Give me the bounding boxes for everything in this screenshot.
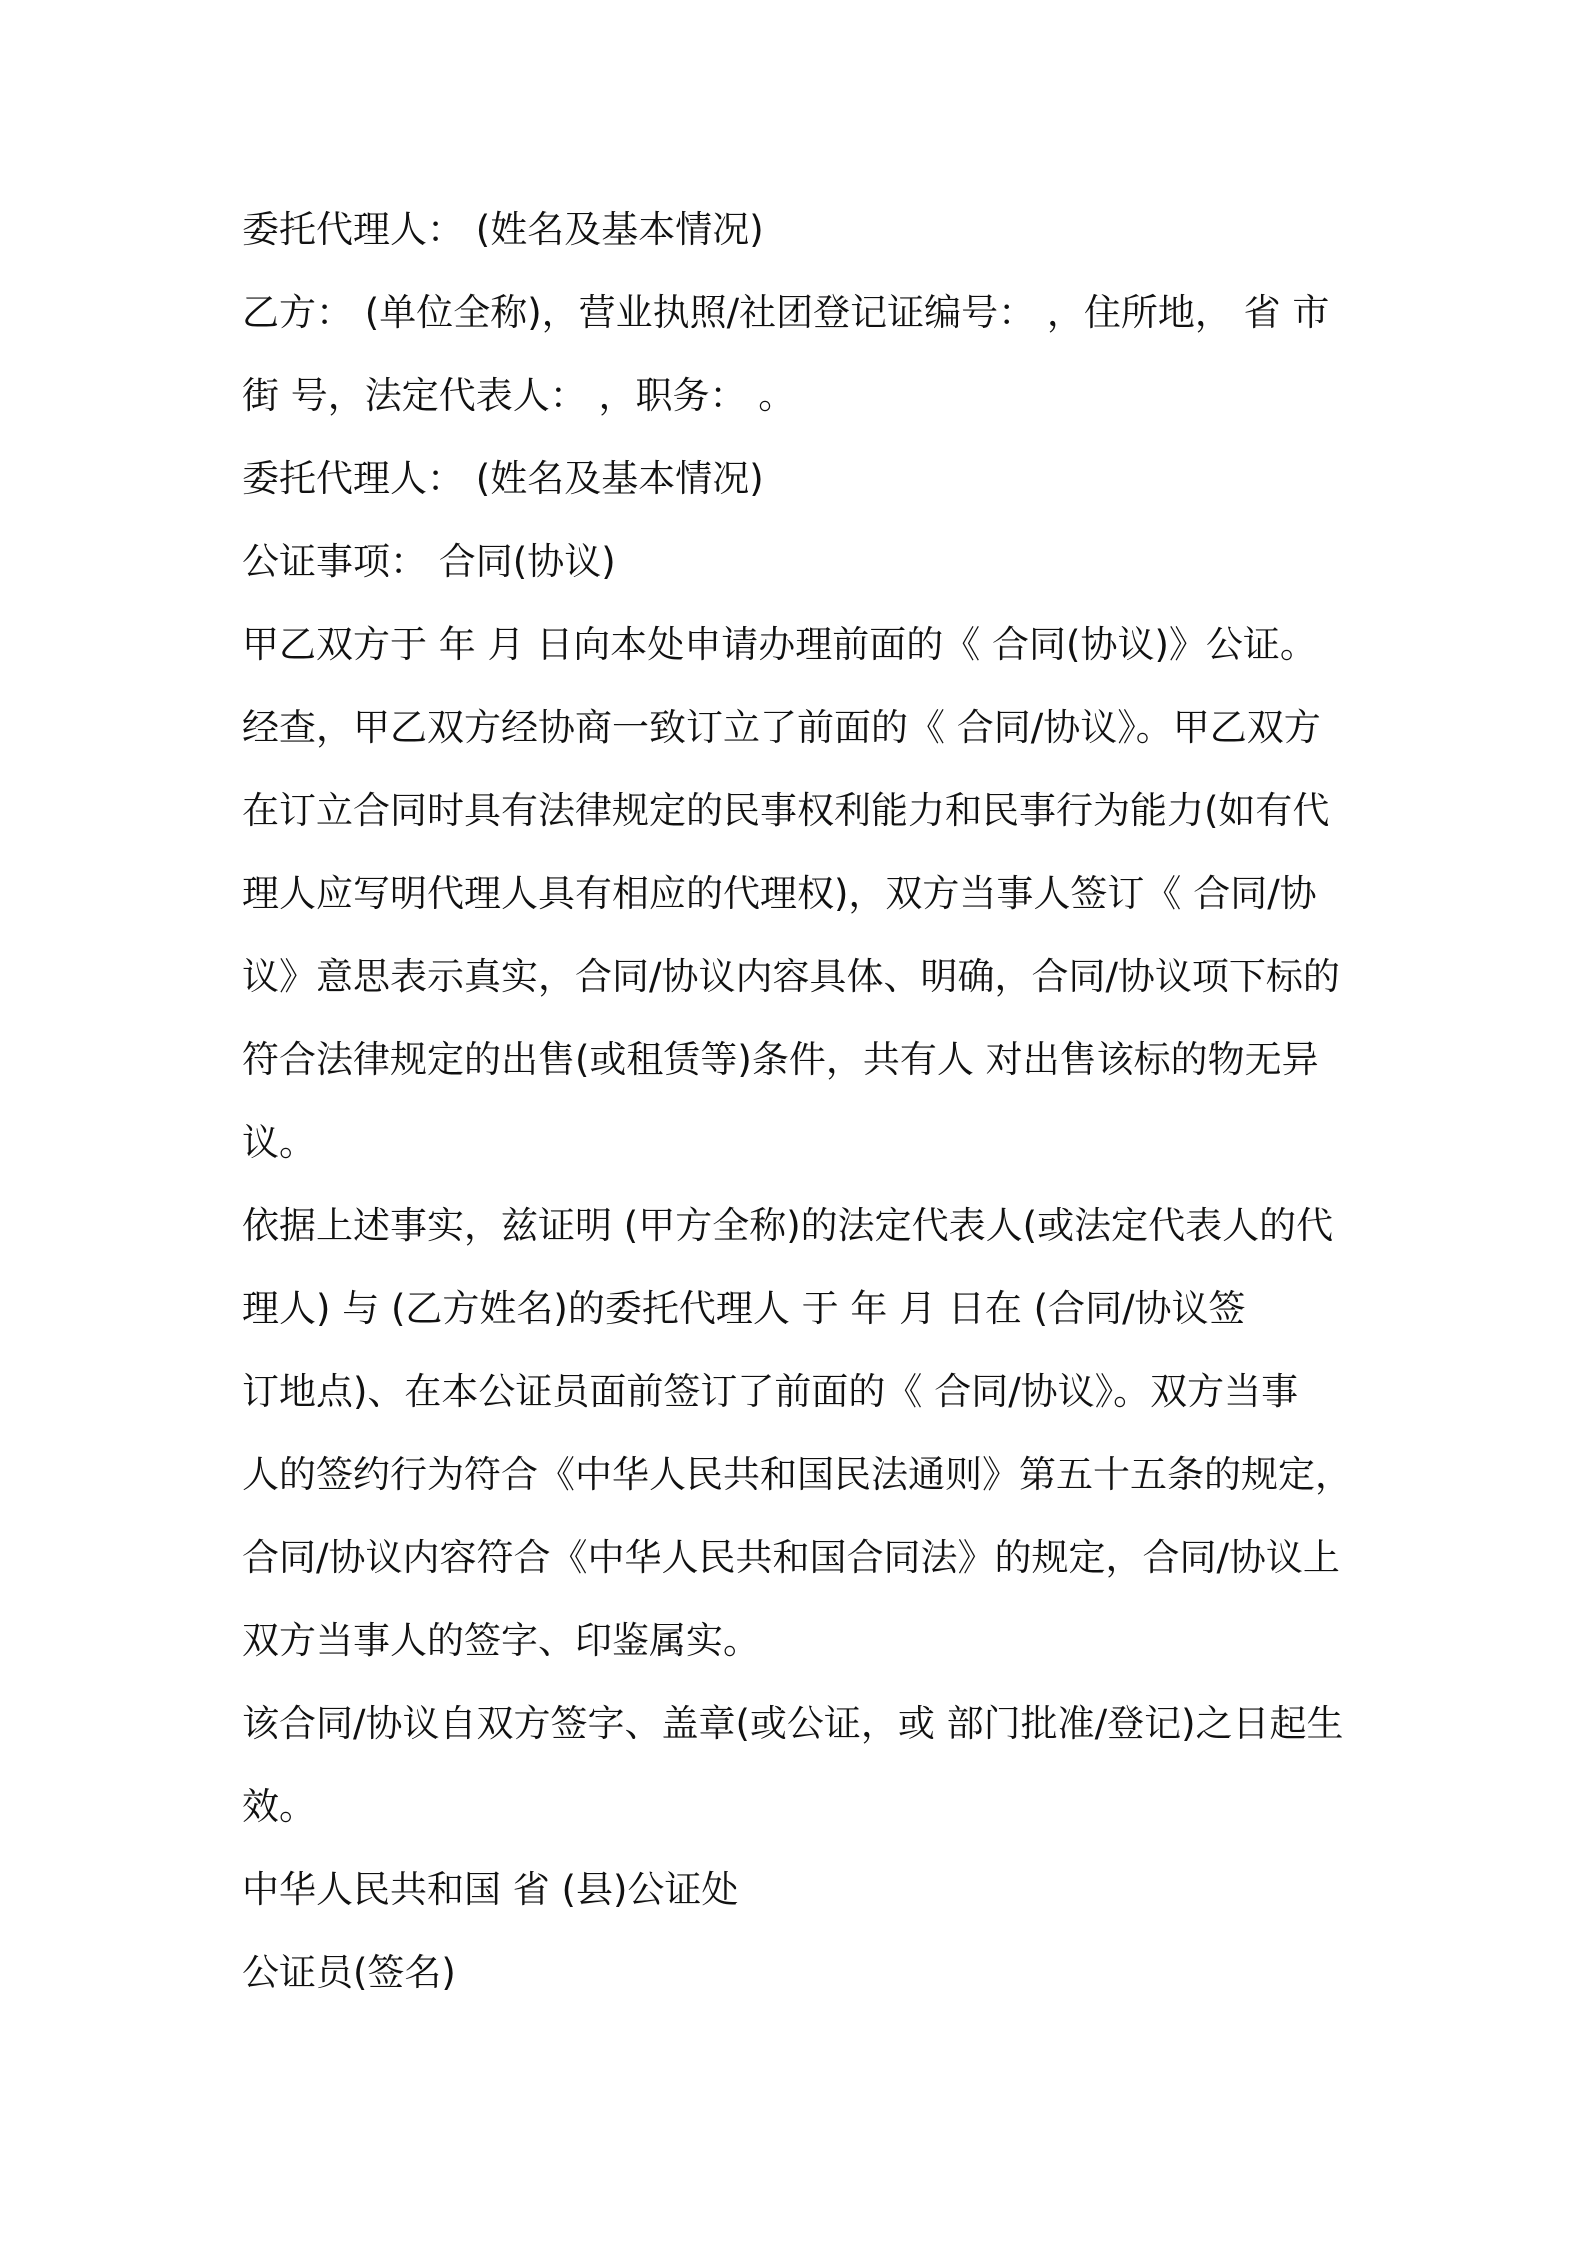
findings-line-4: 议》意思表示真实，合同/协议内容具体、明确，合同/协议项下标的 [242, 955, 1340, 998]
certification-line-1: 依据上述事实，兹证明 (甲方全称)的法定代表人(或法定代表人的代 [242, 1204, 1334, 1247]
effectiveness-line-1: 该合同/协议自双方签字、盖章(或公证，或 部门批准/登记)之日起生 [242, 1702, 1344, 1745]
notary-signature-line: 公证员(签名) [242, 1951, 456, 1994]
certification-line-5: 合同/协议内容符合《中华人民共和国合同法》的规定，合同/协议上 [242, 1536, 1340, 1579]
certification-line-2: 理人) 与 (乙方姓名)的委托代理人 于 年 月 日在 (合同/协议签 [242, 1287, 1246, 1330]
certification-line-6: 双方当事人的签字、印鉴属实。 [242, 1619, 760, 1662]
agent-line-party-a: 委托代理人： (姓名及基本情况) [242, 208, 764, 251]
certification-line-3: 订地点)、在本公证员面前签订了前面的《 合同/协议》。双方当事 [242, 1370, 1299, 1413]
findings-line-6: 议。 [242, 1121, 316, 1164]
agent-line-party-b: 委托代理人： (姓名及基本情况) [242, 457, 764, 500]
party-b-line-1: 乙方： (单位全称)，营业执照/社团登记证编号： ，住所地， 省 市 [242, 291, 1330, 334]
notary-office-line: 中华人民共和国 省 (县)公证处 [242, 1868, 739, 1911]
findings-line-5: 符合法律规定的出售(或租赁等)条件，共有人 对出售该标的物无异 [242, 1038, 1319, 1081]
party-b-line-2: 街 号，法定代表人： ，职务： 。 [242, 374, 796, 417]
certification-line-4: 人的签约行为符合《中华人民共和国民法通则》第五十五条的规定， [242, 1453, 1352, 1496]
findings-line-3: 理人应写明代理人具有相应的代理权)，双方当事人签订《 合同/协 [242, 872, 1317, 915]
findings-line-1: 经查，甲乙双方经协商一致订立了前面的《 合同/协议》。甲乙双方 [242, 706, 1321, 749]
notary-matter-line: 公证事项： 合同(协议) [242, 540, 616, 583]
effectiveness-line-2: 效。 [242, 1785, 316, 1828]
findings-line-2: 在订立合同时具有法律规定的民事权利能力和民事行为能力(如有代 [242, 789, 1330, 832]
application-line: 甲乙双方于 年 月 日向本处申请办理前面的《 合同(协议)》公证。 [242, 623, 1317, 666]
